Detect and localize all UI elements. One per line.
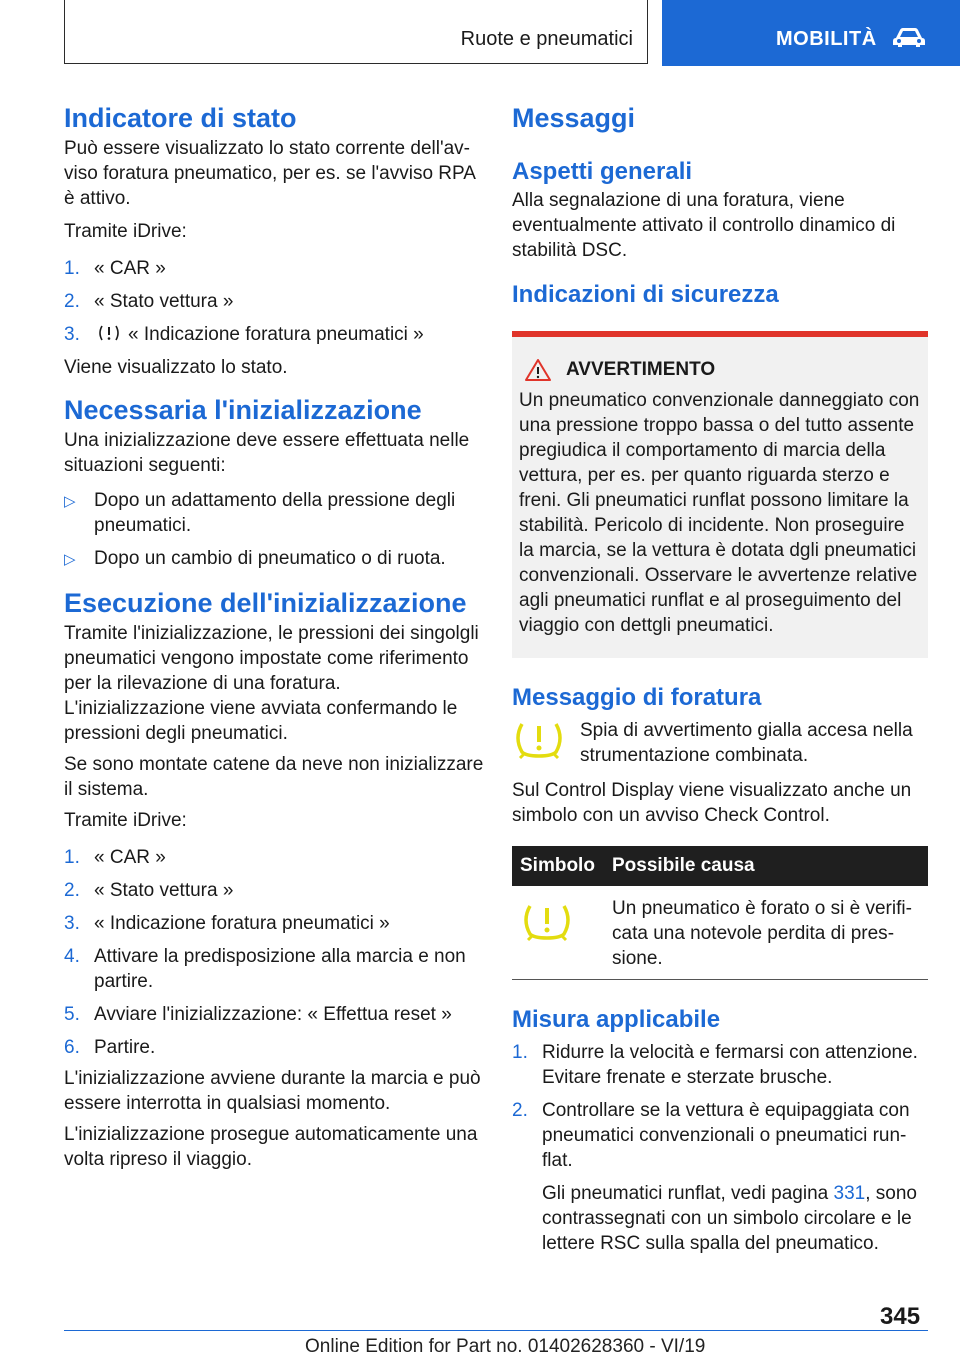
table-header-cause: Possibile causa [604, 846, 928, 886]
list-item: 6. Partire. [64, 1037, 156, 1058]
heading-general: Aspetti generali [512, 158, 693, 185]
heading-puncture-message: Messaggio di foratura [512, 684, 762, 711]
right-column [512, 100, 928, 1256]
tpms-indicator-row [512, 718, 928, 768]
heading-applicable-measure: Misura applicabile [512, 1006, 721, 1033]
heading-messages: Messaggi [512, 103, 636, 133]
paragraph: Viene visualizzato lo stato. [64, 357, 288, 378]
heading-initialization-execution: Esecuzione dell'inizializzazione [64, 588, 467, 618]
list-item: 5. Avviare l'inizializzazione: « Effettua reset » [64, 1004, 452, 1025]
paragraph: Alla segnalazione di una foratura, viene eventualmente attivato il controllo dinamico di stabilità DSC. [512, 190, 896, 261]
section-tab [64, 0, 648, 64]
chapter-title: MOBILITÀ [776, 28, 877, 50]
paragraph: L'inizializzazione avviene durante la marcia e può essere interrotta in qualsiasi momento. [64, 1068, 481, 1114]
heading-status-indicator: Indicatore di stato [64, 103, 297, 133]
table-header-symbol: Simbolo [512, 846, 604, 886]
table-cell-cause: Un pneumatico è forato o si è verificata una notevole perdita di pressione. [604, 886, 928, 980]
measure-steps-list [512, 1040, 928, 1173]
list-item: 4. Attivare la predisposizione alla marcia e non partire. [64, 946, 466, 992]
page-link[interactable]: 331 [833, 1183, 866, 1204]
car-icon [892, 26, 926, 48]
tpms-warning-icon [520, 900, 574, 944]
list-item: ▷ Dopo un adattamento della pressione degli pneumatici. [64, 490, 456, 536]
paragraph: Se sono montate catene da neve non inizializzare il sistema. [64, 754, 484, 800]
footer-edition: Online Edition for Part no. 01402628360 - VI/19 [305, 1336, 706, 1357]
list-item: 2. « Stato vettura » [64, 880, 234, 901]
chapter-tab [662, 0, 960, 66]
list-item: 2. Controllare se la vettura è equipaggiata con pneumatici convenzionali o pneumatici runflat. [512, 1100, 910, 1171]
list-item: 2. « Stato vettura » [64, 291, 234, 312]
paragraph: Tramite iDrive: [64, 810, 187, 831]
paragraph: Una inizializzazione deve essere effettuata nelle situazioni seguenti: [64, 430, 470, 476]
list-item: ▷ Dopo un cambio di pneumatico o di ruota. [64, 548, 446, 569]
list-item: 1. « CAR » [64, 258, 166, 279]
list-item: 1. « CAR » [64, 847, 166, 868]
idrive-steps-list [64, 256, 484, 347]
tpms-icon [98, 324, 120, 342]
warning-text: Un pneumatico convenzionale danneggiato con una pressione troppo bassa o del tutto assente pregiudica il comportamento di marcia della vettura, per es. per quanto riguarda sterzo e freni. Gli pneumatici runflat possono limitare la stabilità. Pericolo di incidente. Non proseguire la marcia, se la vettura è dotata dgli pneumatici convenzionali. Osservare le avvertenze relative agli pneumatici runflat e al proseguimento del viaggio con dettgli pneumatici. [519, 390, 920, 636]
paragraph: Può essere visualizzato lo stato corrente dell'avviso foratura pneumatico, per es. se l'avviso RPA è attivo. [64, 138, 475, 209]
paragraph: Tramite l'inizializzazione, le pressioni dei singolgli pneumatici vengono impostate come riferimento per la rilevazione di una foratura. L'inizializzazione viene avviata confermando le pressioni degli pneumatici. [64, 623, 479, 744]
situations-list [64, 488, 484, 571]
paragraph: Tramite iDrive: [64, 221, 187, 242]
paragraph: Sul Control Display viene visualizzato anche un simbolo con un avviso Check Control. [512, 780, 912, 826]
warning-box [512, 337, 928, 658]
heading-safety-notes: Indicazioni di sicurezza [512, 281, 779, 308]
table-cell-symbol [512, 886, 604, 980]
list-item: 3. « Indicazione foratura pneumatici » [64, 324, 424, 345]
page-header [0, 0, 960, 66]
warning-triangle-icon [524, 358, 552, 382]
runflat-note: Gli pneumatici runflat, vedi pagina 331, sono contrassegnati con un simbolo circolare e le lettere RSC sulla spalla del pneumatico. [542, 1183, 917, 1254]
heading-initialization-needed: Necessaria l'inizializzazione [64, 395, 422, 425]
list-item: 1. Ridurre la velocità e fermarsi con attenzione. Evitare frenate e sterzate brusche. [512, 1042, 918, 1088]
footer-divider [64, 1330, 928, 1331]
table-row [512, 886, 928, 980]
initialization-steps-list [64, 845, 484, 1060]
table-header-row [512, 846, 928, 886]
list-item: 3. « Indicazione foratura pneumatici » [64, 913, 390, 934]
warning-heading: AVVERTIMENTO [519, 357, 922, 382]
page-number: 345 [880, 1303, 921, 1330]
tpms-warning-icon [512, 718, 566, 762]
symbol-table [512, 846, 928, 980]
left-column [64, 100, 484, 1172]
paragraph: Spia di avvertimento gialla accesa nella strumentazione combinata. [580, 720, 913, 766]
paragraph: L'inizializzazione prosegue automaticamente una volta ripreso il viaggio. [64, 1124, 478, 1170]
section-title: Ruote e pneumatici [460, 28, 633, 50]
